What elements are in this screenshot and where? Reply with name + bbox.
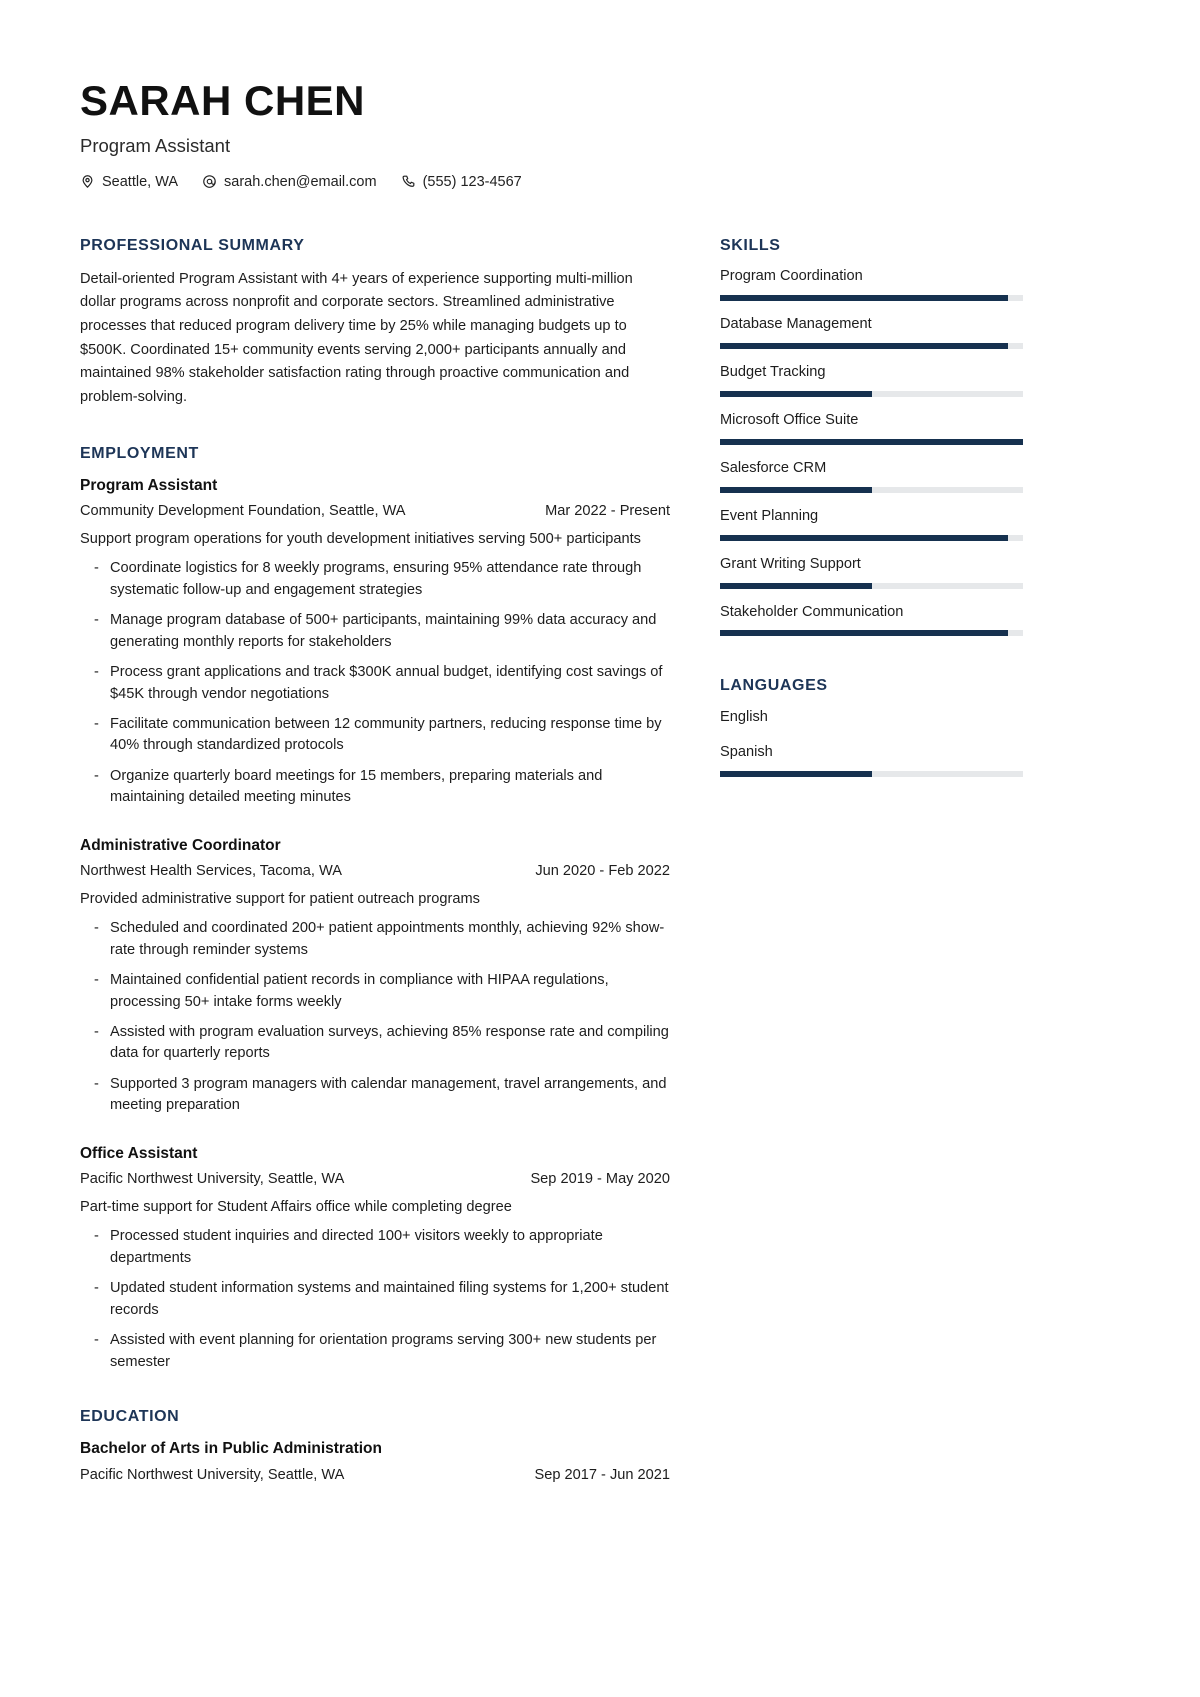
job-bullet <box>80 714 670 757</box>
skill-name: Event Planning <box>720 507 819 524</box>
section-education <box>80 1407 670 1486</box>
education-entry <box>80 1439 670 1486</box>
section-employment <box>80 444 670 1373</box>
section-title-summary: PROFESSIONAL SUMMARY <box>80 236 305 254</box>
skill-item <box>720 555 1026 589</box>
skill-level-fill <box>720 343 1008 349</box>
skill-level-track <box>720 583 1023 589</box>
bullet-dash-icon: - <box>94 715 99 732</box>
job-role: Program Assistant <box>80 476 218 494</box>
job-company: Community Development Foundation, Seattle, WA <box>80 503 406 520</box>
job-description: Part-time support for Student Affairs office while completing degree <box>80 1198 512 1215</box>
job-bullet-text: Updated student information systems and maintained filing systems for 1,200+ student records <box>110 1280 669 1318</box>
skill-item <box>720 363 1026 397</box>
bullet-dash-icon: - <box>94 972 99 989</box>
job-role: Administrative Coordinator <box>80 836 281 854</box>
job-bullet-text: Assisted with program evaluation surveys, achieving 85% response rate and compiling data for quarterly reports <box>110 1024 669 1062</box>
skill-name: Stakeholder Communication <box>720 603 904 620</box>
section-languages <box>720 676 1026 776</box>
job-bullet <box>80 1074 670 1117</box>
skill-item <box>720 315 1026 349</box>
contact-email[interactable] <box>202 174 377 190</box>
job-bullet <box>80 1330 670 1373</box>
skill-item <box>720 411 1026 445</box>
language-level-fill <box>720 771 872 777</box>
candidate-job-title: Program Assistant <box>80 135 231 157</box>
job-bullet <box>80 1226 670 1269</box>
email-at-icon <box>202 174 217 189</box>
job-bullet-text: Processed student inquiries and directed 100+ visitors weekly to appropriate departments <box>110 1228 603 1266</box>
main-column <box>80 236 688 1487</box>
contact-location-text: Seattle, WA <box>102 173 179 190</box>
job-bullet-text: Scheduled and coordinated 200+ patient appointments monthly, achieving 92% show-rate through reminder systems <box>110 920 665 958</box>
skill-level-fill <box>720 391 872 397</box>
education-degree: Bachelor of Arts in Public Administration <box>80 1440 382 1458</box>
job-bullet <box>80 662 670 705</box>
skill-level-track <box>720 295 1023 301</box>
skill-name: Grant Writing Support <box>720 555 861 572</box>
bullet-dash-icon: - <box>94 1024 99 1041</box>
language-name: Spanish <box>720 743 773 760</box>
skill-level-track <box>720 439 1023 445</box>
skill-level-fill <box>720 630 1008 636</box>
job-bullet <box>80 558 670 601</box>
phone-icon <box>401 174 416 189</box>
job-bullet <box>80 918 670 961</box>
skill-item <box>720 507 1026 541</box>
skill-level-track <box>720 535 1023 541</box>
bullet-dash-icon: - <box>94 1228 99 1245</box>
education-dates: Sep 2017 - Jun 2021 <box>534 1466 670 1483</box>
skill-name: Salesforce CRM <box>720 459 827 476</box>
contact-phone[interactable] <box>401 174 522 190</box>
job-bullet-text: Supported 3 program managers with calendar management, travel arrangements, and meeting preparation <box>110 1075 667 1114</box>
language-name: English <box>720 708 768 725</box>
resume-body <box>80 236 1120 1487</box>
skill-name: Budget Tracking <box>720 363 826 380</box>
candidate-name: SARAH CHEN <box>80 77 366 124</box>
side-column <box>720 236 1026 777</box>
language-item <box>720 708 1026 727</box>
job-dates: Jun 2020 - Feb 2022 <box>535 863 670 880</box>
job-bullet-text: Organize quarterly board meetings for 15 members, preparing materials and maintaining detailed meeting minutes <box>110 767 603 806</box>
job-bullet <box>80 766 670 809</box>
job-bullet <box>80 970 670 1013</box>
section-title-education: EDUCATION <box>80 1407 180 1425</box>
section-title-skills: SKILLS <box>720 236 781 254</box>
education-meta <box>80 1465 670 1487</box>
skill-name: Database Management <box>720 315 872 332</box>
job-company: Pacific Northwest University, Seattle, WA <box>80 1171 345 1188</box>
job-dates: Sep 2019 - May 2020 <box>530 1171 670 1188</box>
job-company: Northwest Health Services, Tacoma, WA <box>80 863 342 880</box>
education-institution: Pacific Northwest University, Seattle, WA <box>80 1466 345 1483</box>
employment-entry <box>80 476 670 809</box>
skill-level-fill <box>720 583 872 589</box>
resume-header <box>80 78 1120 190</box>
skill-level-track <box>720 487 1023 493</box>
job-bullet-text: Assisted with event planning for orientation programs serving 300+ new students per semester <box>110 1332 657 1370</box>
job-bullets <box>80 918 670 1117</box>
bullet-dash-icon: - <box>94 1332 99 1349</box>
section-skills <box>720 236 1026 637</box>
contact-row <box>80 174 1120 190</box>
skill-level-fill <box>720 535 1008 541</box>
skill-level-fill <box>720 295 1008 301</box>
job-meta <box>80 1169 670 1191</box>
skill-level-track <box>720 630 1023 636</box>
job-bullet <box>80 1278 670 1321</box>
skill-level-track <box>720 391 1023 397</box>
job-bullet-text: Coordinate logistics for 8 weekly programs, ensuring 95% attendance rate through systematic follow-up and engagement strategies <box>110 560 642 598</box>
contact-location <box>80 174 178 190</box>
employment-entry <box>80 1144 670 1373</box>
job-meta <box>80 501 670 523</box>
section-title-employment: EMPLOYMENT <box>80 444 199 462</box>
employment-entry <box>80 836 670 1117</box>
contact-phone-text: (555) 123-4567 <box>422 173 522 190</box>
contact-email-text: sarah.chen@email.com <box>224 173 377 190</box>
location-pin-icon <box>80 174 95 189</box>
skill-level-fill <box>720 487 872 493</box>
skill-item <box>720 267 1026 301</box>
bullet-dash-icon: - <box>94 1280 99 1297</box>
section-title-languages: LANGUAGES <box>720 677 828 695</box>
job-bullet-text: Facilitate communication between 12 community partners, reducing response time by 40% through standardized protocols <box>110 715 662 754</box>
bullet-dash-icon: - <box>94 767 99 784</box>
skill-item <box>720 459 1026 493</box>
job-bullet-text: Maintained confidential patient records in compliance with HIPAA regulations, processing 50+ intake forms weekly <box>110 972 609 1010</box>
job-bullet <box>80 610 670 653</box>
language-item <box>720 743 1026 777</box>
job-bullet-text: Process grant applications and track $300K annual budget, identifying cost savings of $45K through vendor negotiations <box>110 664 663 702</box>
job-description: Provided administrative support for patient outreach programs <box>80 890 480 907</box>
job-dates: Mar 2022 - Present <box>545 503 670 520</box>
summary-text: Detail-oriented Program Assistant with 4+ years of experience supporting multi-million dollar programs across nonprofit and corporate sectors. Streamlined administrative processes that reduced program delivery time by 25% while managing budgets up to $500K. Coordinated 15+ community events serving 2,000+ participants annually and maintained 98% stakeholder satisfaction rating through proactive communication and problem-solving. <box>80 270 633 405</box>
job-bullet <box>80 1022 670 1065</box>
skill-item <box>720 603 1026 637</box>
skill-name: Program Coordination <box>720 267 863 284</box>
job-role: Office Assistant <box>80 1144 198 1162</box>
job-meta <box>80 861 670 883</box>
bullet-dash-icon: - <box>94 560 99 577</box>
section-professional-summary <box>80 236 670 410</box>
bullet-dash-icon: - <box>94 920 99 937</box>
skill-level-fill <box>720 439 1023 445</box>
skill-name: Microsoft Office Suite <box>720 411 859 428</box>
job-bullets <box>80 558 670 808</box>
language-level-track <box>720 771 1023 777</box>
bullet-dash-icon: - <box>94 612 99 629</box>
skill-level-track <box>720 343 1023 349</box>
bullet-dash-icon: - <box>94 1075 99 1092</box>
job-description: Support program operations for youth development initiatives serving 500+ participants <box>80 530 641 547</box>
job-bullets <box>80 1226 670 1373</box>
job-bullet-text: Manage program database of 500+ participants, maintaining 99% data accuracy and generating monthly reports for stakeholders <box>110 612 657 650</box>
bullet-dash-icon: - <box>94 664 99 681</box>
